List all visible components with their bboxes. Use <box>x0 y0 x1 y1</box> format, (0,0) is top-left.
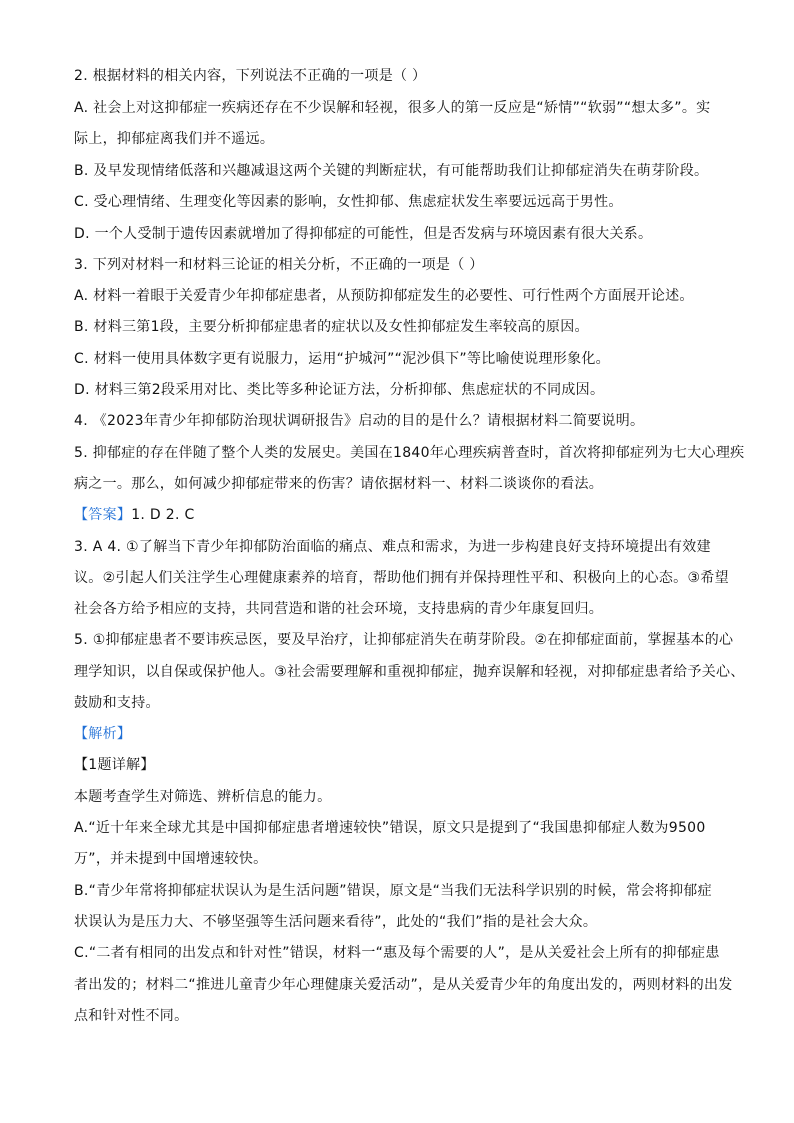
answer-label: 【答案】 <box>74 507 132 523</box>
detail-line-8: 点和针对性不同。 <box>74 1008 189 1024</box>
detail-line-4: B.“青少年常将抑郁症状误认为是生活问题”错误，原文是“当我们无法科学识别的时候，常会将抑郁症 <box>74 883 712 899</box>
detail-line-3: 万”，并未提到中国增速较快。 <box>74 851 268 867</box>
question-2-stem: 2. 根据材料的相关内容，下列说法不正确的一项是（ ） <box>74 68 427 84</box>
question-3-option-d: D. 材料三第2段采用对比、类比等多种论证方法，分析抑郁、焦虑症状的不同成因。 <box>74 382 605 398</box>
answer-line-5: 理学知识，以自保或保护他人。③社会需要理解和重视抑郁症，抛弃误解和轻视，对抑郁症患者给予关心、 <box>74 664 745 680</box>
question-5-cont: 病之一。那么，如何减少抑郁症带来的伤害？请依据材料一、材料二谈谈你的看法。 <box>74 476 604 492</box>
answer-line-3: 社会各方给予相应的支持，共同营造和谐的社会环境，支持患病的青少年康复回归。 <box>74 601 604 617</box>
detail-line-5: 状误认为是压力大、不够坚强等生活问题来看待”，此处的“我们”指的是社会大众。 <box>74 914 598 930</box>
question-2-option-c: C. 受心理情绪、生理变化等因素的影响，女性抑郁、焦虑症状发生率要远远高于男性。 <box>74 194 623 210</box>
detail-line-1: 本题考查学生对筛选、辨析信息的能力。 <box>74 789 332 805</box>
question-2-option-b: B. 及早发现情绪低落和兴趣减退这两个关键的判断症状，有可能帮助我们让抑郁症消失在萌芽阶段。 <box>74 163 709 179</box>
question-3-option-a: A. 材料一着眼于关爱青少年抑郁症患者，从预防抑郁症发生的必要性、可行性两个方面展开论述。 <box>74 288 694 304</box>
answer-line <box>74 505 738 525</box>
detail-line-6: C.“二者有相同的出发点和针对性”错误，材料一“惠及每个需要的人”，是从关爱社会上所有的抑郁症患 <box>74 945 720 961</box>
answer-line-4: 5. ①抑郁症患者不要讳疾忌医，要及早治疗，让抑郁症消失在萌芽阶段。②在抑郁症面前，掌握基本的心 <box>74 632 734 648</box>
detail-line-2: A.“近十年来全球尤其是中国抑郁症患者增速较快”错误，原文只是提到了“我国患抑郁症人数为9500 <box>74 820 706 836</box>
question-5: 5. 抑郁症的存在伴随了整个人类的发展史。美国在1840年心理疾病普查时，首次将抑郁症列为七大心理疾 <box>74 445 745 461</box>
question-2-option-d: D. 一个人受制于遗传因素就增加了得抑郁症的可能性，但是否发病与环境因素有很大关系。 <box>74 226 653 242</box>
question-3-stem: 3. 下列对材料一和材料三论证的相关分析，不正确的一项是（ ） <box>74 257 484 273</box>
detail-label: 【1题详解】 <box>74 757 155 773</box>
answer-text: 1. D 2. C <box>131 507 195 523</box>
analysis-label: 【解析】 <box>74 726 132 742</box>
answer-line-1: 3. A 4. ①了解当下青少年抑郁防治面临的痛点、难点和需求，为进一步构建良好支持环境提出有效建 <box>74 539 711 555</box>
question-3-option-b: B. 材料三第1段，主要分析抑郁症患者的症状以及女性抑郁症发生率较高的原因。 <box>74 319 589 335</box>
detail-line-7: 者出发的；材料二“推进儿童青少年心理健康关爱活动”，是从关爱青少年的角度出发的，两则材料的出发 <box>74 977 733 993</box>
question-3-option-c: C. 材料一使用具体数字更有说服力，运用“护城河”“泥沙俱下”等比喻使说理形象化。 <box>74 351 610 367</box>
question-2-option-a: A. 社会上对这抑郁症一疾病还存在不少误解和轻视，很多人的第一反应是“矫情”“软弱”“想太多”。实 <box>74 100 711 116</box>
question-4: 4. 《2023年青少年抑郁防治现状调研报告》启动的目的是什么？请根据材料二简要说明。 <box>74 413 645 429</box>
answer-line-6: 鼓励和支持。 <box>74 695 160 711</box>
question-2-option-a-cont: 际上，抑郁症离我们并不遥远。 <box>74 131 275 147</box>
answer-line-2: 议。②引起人们关注学生心理健康素养的培育，帮助他们拥有并保持理性平和、积极向上的心态。③希望 <box>74 570 729 586</box>
